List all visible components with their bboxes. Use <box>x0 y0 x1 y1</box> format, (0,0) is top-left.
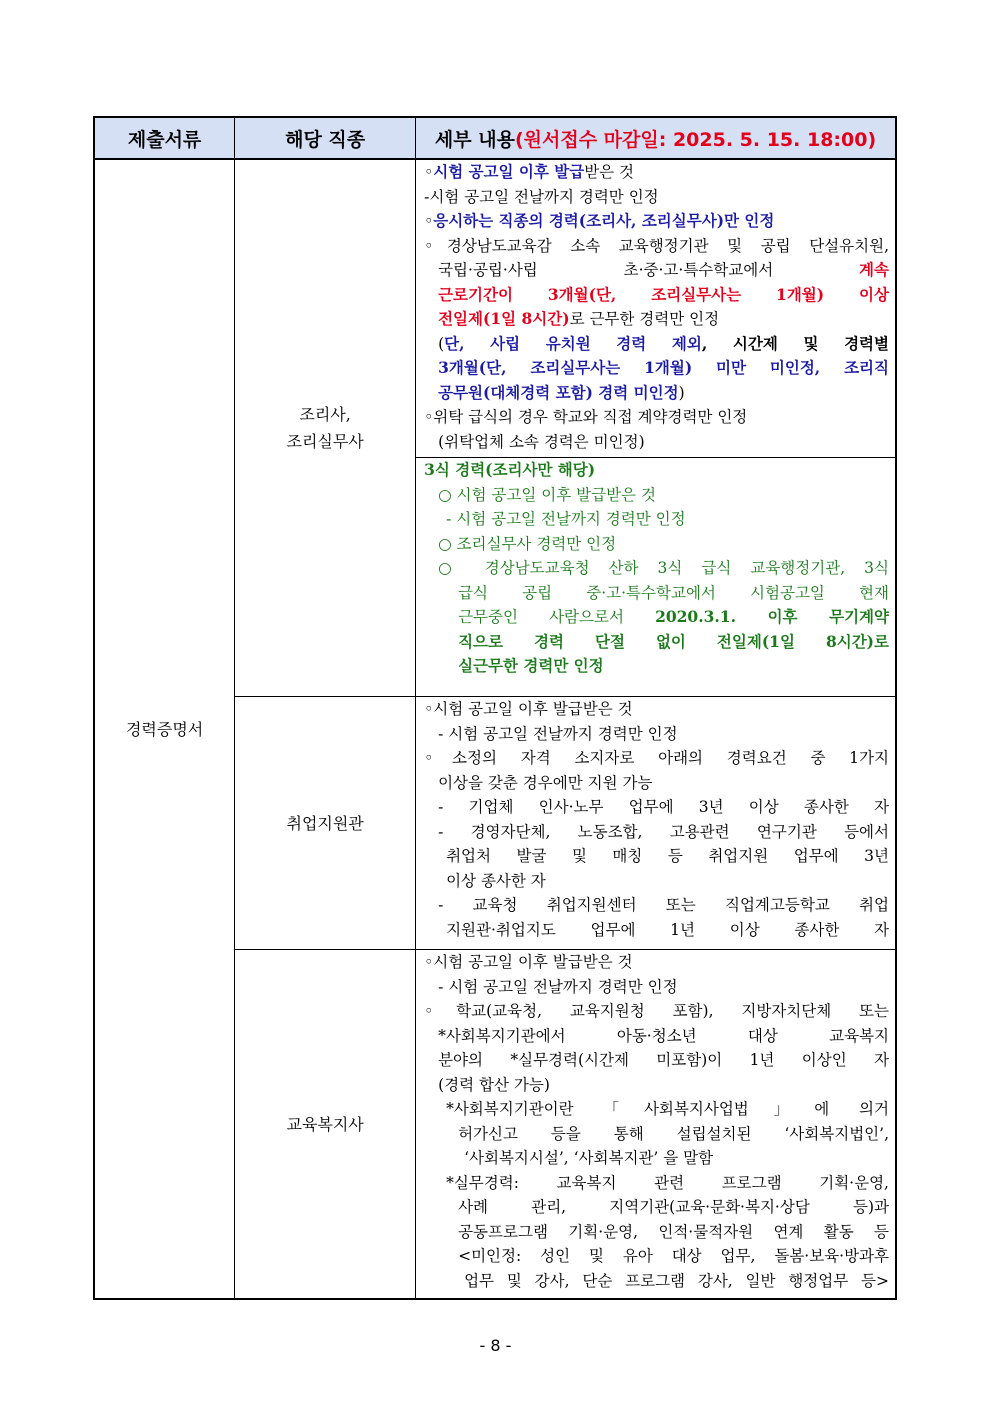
job-employment-name: 취업지원관 <box>286 813 364 833</box>
header-details <box>416 117 896 159</box>
detail-line: 3개월(단, 조리실무사는 1개월) 미만 미인정, 조리직 <box>438 358 889 377</box>
deadline-text: (원서접수 마감일: 2025. 5. 15. 18:00) <box>514 128 877 151</box>
page-number: - 8 - <box>479 1336 512 1355</box>
detail-line: (단, 사립 유치원 경력 제외, 시간제 및 경력별 <box>438 333 889 353</box>
requirements-table <box>93 116 897 1300</box>
detail-line: 이상을 갖춘 경우에만 지원 가능 <box>438 773 653 792</box>
detail-line: ◦소정의 자격 소지자로 아래의 경력요건 중 1가지 <box>424 749 889 767</box>
detail-line: 취업처 발굴 및 매칭 등 취업지원 업무에 3년 <box>446 847 889 865</box>
job-cook-name-2: 조리실무사 <box>286 432 364 451</box>
detail-line: 지원관·취업지도 업무에 1년 이상 종사한 자 <box>446 920 889 939</box>
job-welfare-name: 교육복지사 <box>286 1114 364 1134</box>
detail-line: 3식 경력(조리사만 해당) <box>424 460 596 479</box>
detail-line: ◦시험 공고일 이후 발급받은 것 <box>424 953 633 971</box>
detail-line: ◦학교(교육청, 교육지원청 포함), 지방자치단체 또는 <box>424 1002 889 1020</box>
detail-line: 업무 및 강사, 단순 프로그램 강사, 일반 행정업무 등> <box>464 1271 889 1290</box>
detail-line: 사례 관리, 지역기관(교육·문화·복지·상담 등)과 <box>458 1198 889 1216</box>
detail-line: 근무중인 사람으로서 2020.3.1. 이후 무기계약 <box>458 607 889 626</box>
employment-details <box>416 697 896 950</box>
detail-line: ◦시험 공고일 이후 발급받은 것 <box>424 162 635 181</box>
detail-line: 국립·공립·사립 초·중·고·특수학교에서 계속 <box>438 260 889 279</box>
detail-line: - 경영자단체, 노동조합, 고용관련 연구기관 등에서 <box>438 822 889 841</box>
detail-line: ◦시험 공고일 이후 발급받은 것 <box>424 700 633 718</box>
header-details-label: 세부 내용 <box>434 128 515 151</box>
detail-line: 공동프로그램 기획·운영, 인적·물적자원 연계 활동 등 <box>458 1222 889 1241</box>
header-job-type: 해당 직종 <box>235 117 416 159</box>
job-welfare-cell <box>235 950 416 1300</box>
document-type-cell <box>94 159 235 1299</box>
detail-line: ○ 조리실무사 경력만 인정 <box>438 534 617 553</box>
detail-line: - 시험 공고일 전날까지 경력만 인정 <box>438 977 678 996</box>
detail-line: ◦경상남도교육감 소속 교육행정기관 및 공립 단설유치원, <box>424 236 889 255</box>
detail-line: ‘사회복지시설’, ‘사회복지관’ 을 말함 <box>464 1149 714 1167</box>
detail-line: ◦위탁 급식의 경우 학교와 직접 계약경력만 인정 <box>424 408 748 426</box>
table-header-row <box>94 117 896 159</box>
detail-line: 직으로 경력 단절 없이 전일제(1일 8시간)로 <box>458 631 889 651</box>
detail-line: <미인정: 성인 및 유아 대상 업무, 돌봄·보육·방과후 <box>458 1247 889 1265</box>
header-document: 제출서류 <box>94 117 235 159</box>
job-cook-cell <box>235 159 416 697</box>
document-type: 경력증명서 <box>125 719 204 739</box>
detail-line: -시험 공고일 전날까지 경력만 인정 <box>424 187 659 206</box>
detail-line: ◦응시하는 직종의 경력(조리사, 조리실무사)만 인정 <box>424 211 775 230</box>
detail-line: (경력 합산 가능) <box>438 1075 550 1094</box>
detail-line: *사회복지기관이란 「사회복지사업법」에 의거 <box>446 1100 889 1118</box>
detail-line: 분야의 *실무경력(시간제 미포함)이 1년 이상인 자 <box>438 1051 889 1069</box>
detail-line: 급식 공립 중·고·특수학교에서 시험공고일 현재 <box>458 583 889 602</box>
detail-line: 허가신고 등을 통해 설립설치된 ‘사회복지법인’, <box>458 1124 889 1143</box>
detail-line: - 시험 공고일 전날까지 경력만 인정 <box>446 510 686 528</box>
detail-line: 전일제(1일 8시간)로 근무한 경력만 인정 <box>438 309 720 328</box>
detail-line: 근로기간이 3개월(단, 조리실무사는 1개월) 이상 <box>438 284 889 304</box>
detail-line: 이상 종사한 자 <box>446 871 546 890</box>
detail-line: - 기업체 인사·노무 업무에 3년 이상 종사한 자 <box>438 798 889 816</box>
detail-line: ○ 경상남도교육청 산하 3식 급식 교육행정기관, 3식 <box>438 559 889 577</box>
cook-details-block-1 <box>416 159 896 458</box>
detail-line: (위탁업체 소속 경력은 미인정) <box>438 432 645 451</box>
welfare-details <box>416 950 896 1300</box>
detail-line: - 시험 공고일 전날까지 경력만 인정 <box>438 724 678 743</box>
detail-line: *실무경력: 교육복지 관련 프로그램 기획·운영, <box>446 1173 889 1192</box>
job-employment-cell <box>235 697 416 950</box>
job-cook-name-1: 조리사, <box>299 405 351 424</box>
table-row <box>94 159 896 458</box>
detail-line: 공무원(대체경력 포함) 경력 미인정) <box>438 382 685 402</box>
detail-line: ○ 시험 공고일 이후 발급받은 것 <box>438 485 656 504</box>
detail-line: - 교육청 취업지원센터 또는 직업계고등학교 취업 <box>438 896 889 914</box>
detail-line: *사회복지기관에서 아동·청소년 대상 교육복지 <box>438 1026 889 1045</box>
cook-details-block-2 <box>416 458 896 697</box>
detail-line: 실근무한 경력만 인정 <box>458 656 604 675</box>
